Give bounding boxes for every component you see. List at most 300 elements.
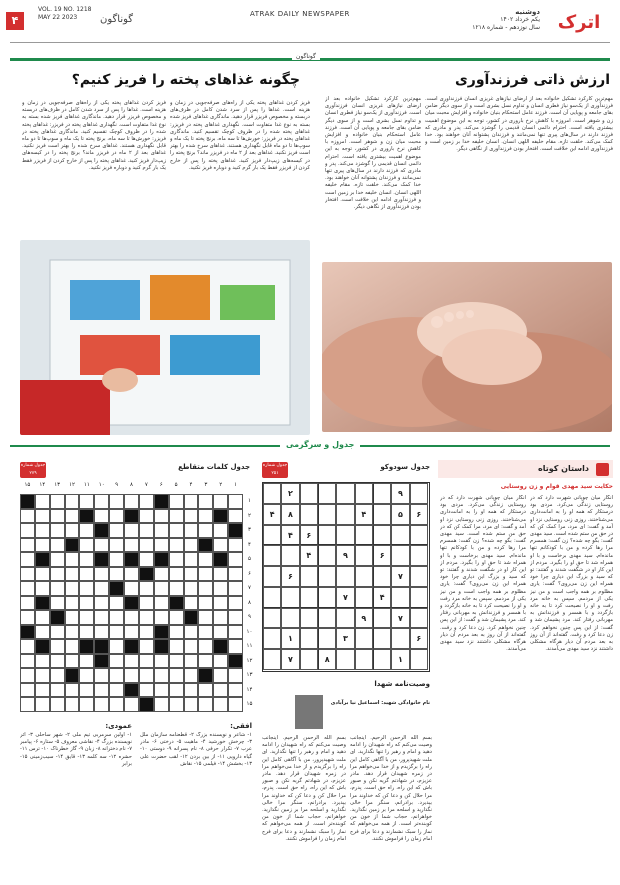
crossword-col-number: ۲ bbox=[219, 482, 223, 488]
crossword-cell bbox=[198, 581, 213, 596]
section-name: گوناگون bbox=[100, 14, 134, 25]
crossword-cell bbox=[94, 552, 109, 567]
crossword-cell bbox=[94, 697, 109, 712]
crossword-cell bbox=[35, 683, 50, 698]
story-title: داستان کوتاه bbox=[538, 464, 589, 473]
crossword-cell bbox=[65, 581, 80, 596]
sudoku-cell bbox=[263, 628, 281, 649]
sudoku-cell bbox=[373, 649, 391, 670]
sudoku-cell bbox=[373, 608, 391, 629]
crossword-cell bbox=[20, 552, 35, 567]
sudoku-cell bbox=[410, 566, 428, 587]
crossword-cell bbox=[169, 494, 184, 509]
crossword-cell bbox=[184, 697, 199, 712]
sudoku-cell: ۷ bbox=[336, 587, 354, 608]
crossword-col-number: ۱۰ bbox=[98, 482, 105, 488]
crossword-row-number: ۱ bbox=[248, 498, 251, 504]
article-right-column-1: مهم‌ترین کارکرد تشکیل خانواده بعد از ارضای نیازهای غریزی انسان فرزندآوری است. فرزندآوری از یک‌سو نیاز فطری انسان و تداوم نسل بشری است و از سوی دیگر ضامن بقای جامعه و پویایی آن است. فرزند عامل استحکام بنیان خانواده و افزایش محبت میان زن و شوهر است. امروزه با کاهش نرخ باروری در کشور، توجه به این موضوع اهمیت بیشتری یافته است. احترام دائمی انسان قدیمی را گوشزد می‌کند. پدر و مادری که فرزند دارند در سال‌های پیری تنها نمی‌مانند و فرزندان پشتوانه آنان خواهند بود. خدا کمک می‌کند. خلقت تازه. مقام خلیفه اللهی انسان. انسان خلیفه خدا بر زمین است و فرزندآوری ادامه این خلافت است. افتخار بودن فرزند‌آوری از نگاهی دیگر. bbox=[425, 96, 613, 153]
crossword-cell bbox=[213, 538, 228, 553]
crossword-cell bbox=[50, 668, 65, 683]
crossword-cell bbox=[65, 509, 80, 524]
crossword-cell bbox=[139, 625, 154, 640]
sudoku-cell bbox=[318, 504, 336, 525]
sudoku-cell bbox=[336, 525, 354, 546]
crossword-cell bbox=[94, 523, 109, 538]
crossword-cell bbox=[35, 494, 50, 509]
date-en: MAY 22 2023 bbox=[38, 14, 78, 21]
sudoku-cell bbox=[263, 525, 281, 546]
divider bbox=[10, 42, 610, 43]
crossword-cell bbox=[228, 654, 243, 669]
sudoku-cell bbox=[318, 608, 336, 629]
crossword-cell bbox=[35, 596, 50, 611]
crossword-cell bbox=[50, 494, 65, 509]
sudoku-cell bbox=[410, 545, 428, 566]
crossword-cell bbox=[213, 625, 228, 640]
crossword-cell bbox=[139, 654, 154, 669]
crossword-cell bbox=[109, 538, 124, 553]
crossword-cell bbox=[213, 668, 228, 683]
crossword-cell bbox=[50, 610, 65, 625]
crossword-cell bbox=[169, 654, 184, 669]
crossword-cell bbox=[109, 654, 124, 669]
crossword-col-number: ۱۳ bbox=[54, 482, 61, 488]
crossword-cell bbox=[50, 509, 65, 524]
crossword-cell bbox=[139, 523, 154, 538]
crossword-cell bbox=[139, 596, 154, 611]
crossword-cell bbox=[65, 654, 80, 669]
crossword-cell bbox=[79, 509, 94, 524]
crossword-cell bbox=[184, 610, 199, 625]
crossword-cell bbox=[50, 683, 65, 698]
crossword-cell bbox=[50, 552, 65, 567]
crossword-cell bbox=[94, 625, 109, 640]
crossword-cell bbox=[154, 697, 169, 712]
logo-text: اترک bbox=[557, 12, 601, 33]
sudoku-cell: ۴ bbox=[300, 545, 318, 566]
crossword-cell bbox=[198, 523, 213, 538]
crossword-cell bbox=[198, 538, 213, 553]
crossword-cell bbox=[20, 697, 35, 712]
crossword-cell bbox=[169, 668, 184, 683]
crossword-cell bbox=[94, 538, 109, 553]
sudoku-cell: ۷ bbox=[391, 566, 409, 587]
crossword-cell bbox=[198, 596, 213, 611]
crossword-cell bbox=[124, 639, 139, 654]
crossword-cell bbox=[228, 610, 243, 625]
crossword-col-number: ۶ bbox=[159, 482, 163, 488]
crossword-cell bbox=[50, 697, 65, 712]
crossword-cell bbox=[65, 610, 80, 625]
crossword-cell bbox=[65, 697, 80, 712]
will-title: وصیت‌نامه شهدا bbox=[374, 680, 430, 688]
crossword-col-number: ۳ bbox=[204, 482, 208, 488]
paper-name-en: ATRAK DAILY NEWSPAPER bbox=[250, 10, 350, 18]
crossword-cell bbox=[65, 567, 80, 582]
crossword-row-number: ۱۴ bbox=[246, 686, 253, 693]
crossword-cell bbox=[65, 596, 80, 611]
sudoku-cell bbox=[300, 649, 318, 670]
sudoku-cell bbox=[410, 587, 428, 608]
sudoku-cell bbox=[355, 525, 373, 546]
crossword-cell bbox=[124, 538, 139, 553]
crossword-cell bbox=[213, 610, 228, 625]
sudoku-cell: ۶ bbox=[281, 566, 299, 587]
crossword-cell bbox=[79, 552, 94, 567]
sudoku-cell bbox=[373, 628, 391, 649]
crossword-cell bbox=[228, 596, 243, 611]
crossword-cell bbox=[109, 494, 124, 509]
crossword-cell bbox=[139, 668, 154, 683]
crossword-cell bbox=[20, 509, 35, 524]
crossword-cell bbox=[65, 523, 80, 538]
crossword-cell bbox=[109, 610, 124, 625]
will-column-1: بسم الله الرحمن الرحیم. اینجانب وصیت می‌کنم که راه شهیدان را ادامه دهید و امام و رهبر را تنها نگذارید. ای ملت شهیدپرور، من با آگاهی کامل این راه را برگزیدم و از خدا می‌خواهم مرا در زمره شهیدان قرار دهد. مادر عزیزم، در شهادتم گریه نکن و صبور باش که این راه، راه حق است. پدرم، مرا حلال کن و دعا کن که خداوند مرا بپذیرد. برادرانم، سنگر مرا خالی نگذارید و اسلحه مرا بر زمین نگذارید. خواهرانم، حجاب شما از خون من کوبنده‌تر است. از همه می‌خواهم که نماز را سبک نشمارند و دعا برای فرج امام زمان را فراموش نکنند. bbox=[350, 735, 432, 842]
crossword-cell bbox=[154, 552, 169, 567]
crossword-cell bbox=[228, 567, 243, 582]
sudoku-cell: ۴ bbox=[263, 504, 281, 525]
crossword-cell bbox=[94, 596, 109, 611]
sudoku-cell bbox=[300, 587, 318, 608]
crossword-cell bbox=[184, 683, 199, 698]
sudoku-cell bbox=[318, 566, 336, 587]
article-right-headline: ارزش ذاتی فرزندآوری bbox=[454, 72, 610, 88]
crossword-cell bbox=[35, 639, 50, 654]
martyr-photo bbox=[295, 695, 323, 729]
crossword-cell bbox=[109, 639, 124, 654]
crossword-cell bbox=[50, 538, 65, 553]
sudoku-cell bbox=[355, 649, 373, 670]
crossword-cell bbox=[169, 552, 184, 567]
crossword-cell bbox=[139, 494, 154, 509]
sudoku-cell: ۹ bbox=[336, 545, 354, 566]
crossword-cell bbox=[94, 494, 109, 509]
crossword-cell bbox=[184, 596, 199, 611]
crossword-col-number: ۱۵ bbox=[24, 482, 31, 488]
crossword-row-number: ۴ bbox=[248, 541, 251, 548]
crossword-cell bbox=[50, 567, 65, 582]
sudoku-cell: ۴ bbox=[281, 525, 299, 546]
article-left-column-1: فریز کردن غذاهای پخته یکی از راه‌های صرفه‌جویی در زمان و هزینه است. غذاها را پس از سرد شدن کامل در ظرف‌های دربسته و مخصوص فریزر قرار دهید. ماندگاری غذاهای فریز شده بسته به نوع غذا متفاوت است. نگهداری غذاهای پخته در فریزر: غذاهای پخته شده را در ظروف کوچک تقسیم کنید. ماندگاری غذاهای پخته در فریزر: خورش‌ها تا سه ماه، برنج پخته تا یک ماه و سوپ‌ها تا دو ماه قابل نگهداری هستند. غذاهای سرخ شده را بهتر است فریز نکنید. غذاهای بعد از ۲ ماه در فریزر ماند؟ برنج پخته را در کیسه‌های زیپ‌دار فریز کنید. غذاهای پخته را پس از خارج کردن از فریزر فقط یک بار گرم کنید و دوباره فریز نکنید. bbox=[170, 100, 310, 171]
crossword-cell bbox=[213, 683, 228, 698]
crossword-cell bbox=[139, 581, 154, 596]
sudoku-cell bbox=[410, 649, 428, 670]
crossword-cell bbox=[169, 625, 184, 640]
down-title: عمودی: bbox=[105, 722, 132, 730]
crossword-cell bbox=[228, 668, 243, 683]
crossword-cell bbox=[139, 538, 154, 553]
crossword-cell bbox=[35, 581, 50, 596]
crossword-cell bbox=[20, 523, 35, 538]
sudoku-cell bbox=[373, 525, 391, 546]
sudoku-cell bbox=[391, 628, 409, 649]
sudoku-cell bbox=[281, 587, 299, 608]
crossword-cell bbox=[228, 625, 243, 640]
crossword-cell bbox=[94, 610, 109, 625]
date-weekday: دوشنبه bbox=[515, 8, 540, 16]
crossword-cell bbox=[154, 654, 169, 669]
sudoku-cell bbox=[373, 504, 391, 525]
crossword-cell bbox=[124, 610, 139, 625]
crossword-cell bbox=[65, 494, 80, 509]
sudoku-cell: ۴ bbox=[355, 504, 373, 525]
crossword-cell bbox=[50, 625, 65, 640]
crossword-cell bbox=[198, 567, 213, 582]
sudoku-cell: ۶ bbox=[410, 504, 428, 525]
crossword-cell bbox=[50, 654, 65, 669]
crossword-row-number: ۹ bbox=[248, 614, 251, 621]
sudoku-cell bbox=[300, 483, 318, 504]
issue-info: سال نوزدهم - شماره ۱۲۱۸ bbox=[472, 24, 540, 31]
sudoku-cell bbox=[355, 587, 373, 608]
crossword-cell bbox=[154, 610, 169, 625]
crossword-cell bbox=[65, 683, 80, 698]
crossword-cell bbox=[154, 509, 169, 524]
crossword-cell bbox=[184, 494, 199, 509]
crossword-cell bbox=[184, 523, 199, 538]
crossword-cell bbox=[228, 683, 243, 698]
crossword-cell bbox=[109, 668, 124, 683]
crossword-cell bbox=[154, 581, 169, 596]
volume-info bbox=[38, 6, 91, 22]
sudoku-cell bbox=[391, 545, 409, 566]
crossword-cell bbox=[124, 494, 139, 509]
crossword-cell bbox=[35, 668, 50, 683]
crossword-cell bbox=[184, 581, 199, 596]
crossword-grid bbox=[20, 482, 255, 712]
crossword-cell bbox=[79, 567, 94, 582]
crossword-cell bbox=[94, 639, 109, 654]
crossword-cell bbox=[198, 697, 213, 712]
crossword-cell bbox=[35, 697, 50, 712]
crossword-cell bbox=[65, 668, 80, 683]
sudoku-cell bbox=[263, 608, 281, 629]
sudoku-cell bbox=[336, 649, 354, 670]
crossword-cell bbox=[184, 668, 199, 683]
crossword-cell bbox=[169, 610, 184, 625]
crossword-row-number: ۱۵ bbox=[246, 701, 253, 708]
crossword-row-number: ۱۳ bbox=[246, 672, 253, 679]
crossword-cell bbox=[184, 654, 199, 669]
crossword-cell bbox=[50, 639, 65, 654]
across-clues: ۱- شاعر و نویسنده بزرگ ۲- قطعنامه سازمان ملل ۳- چرخش خورشید ۴- ماهیت ۵- درختی ۶- مادر عرب ۷- تکرار حرفی ۸- نام پسرانه ۹- دوستی ۱۰- گیاه دارویی ۱۱- از بین بردن ۱۲- لقب حضرت علی ۱۳- بخشش ۱۴- فیلمی ۱۵- نقاش bbox=[140, 732, 252, 767]
sudoku-cell bbox=[410, 608, 428, 629]
sudoku-cell: ۹ bbox=[391, 483, 409, 504]
sudoku-cell bbox=[410, 483, 428, 504]
crossword-cell bbox=[35, 654, 50, 669]
crossword-row-number: ۱۱ bbox=[246, 643, 253, 650]
crossword-col-number: ۹ bbox=[115, 482, 119, 488]
crossword-cell bbox=[154, 523, 169, 538]
crossword-row-number: ۶ bbox=[248, 570, 251, 577]
sudoku-cell bbox=[300, 628, 318, 649]
crossword-cell bbox=[169, 523, 184, 538]
crossword-col-number: ۱ bbox=[234, 482, 238, 488]
crossword-cell bbox=[79, 654, 94, 669]
sudoku-cell: ۷ bbox=[281, 649, 299, 670]
crossword-cell bbox=[198, 654, 213, 669]
sudoku-cell bbox=[263, 483, 281, 504]
crossword-cell bbox=[65, 552, 80, 567]
crossword-cell bbox=[228, 697, 243, 712]
crossword-cell bbox=[109, 567, 124, 582]
crossword-cell bbox=[94, 654, 109, 669]
will-name: نام خانوادگی شهید: اسماعیل نیا برآبادی bbox=[330, 700, 430, 706]
sudoku-cell: ۶ bbox=[410, 628, 428, 649]
crossword-cell bbox=[139, 509, 154, 524]
sudoku-cell bbox=[336, 608, 354, 629]
crossword-cell bbox=[35, 538, 50, 553]
volume-number: VOL. 19 NO. 1218 bbox=[38, 6, 92, 13]
crossword-cell bbox=[79, 610, 94, 625]
crossword-cell bbox=[124, 596, 139, 611]
crossword-cell bbox=[169, 538, 184, 553]
crossword-cell bbox=[124, 581, 139, 596]
crossword-cell bbox=[35, 509, 50, 524]
crossword-cell bbox=[109, 523, 124, 538]
crossword-row-number: ۷ bbox=[248, 585, 251, 592]
crossword-row-number: ۱۰ bbox=[246, 628, 253, 635]
crossword-cell bbox=[79, 683, 94, 698]
story-column-2: انگار میان چوپانی شهرت دارد که در روستایی زندگی می‌کرد. مردی بود درستکار که همه او را به امانت‌داری می‌شناختند. روزی زنی روستایی نزد او آمد و گفت: ای مرد، مرا کمک کن که در حق من ستم شده است. سید مهدی گفت: بگو چه شده؟ زن گفت: همسرم مرا رها کرده و من با کودکانم تنها مانده‌ام. سید مهدی برخاست و با او همراه شد تا حق او را بگیرد. مردم از این کار او در شگفت شدند و گفتند: تو که سید و بزرگ این دیاری چرا خود همراه این زن می‌روی؟ گفت: یاری مظلوم بر همه واجب است و من نیز یکی از مردمم. سپس به خانه مرد رفت و او را نصیحت کرد تا به خانه بازگردد و با همسر و فرزندانش به مهربانی رفتار کند. مرد پشیمان شد و گفت: از این پس چنین نخواهم کرد. زن دعا کرد و رفت. گفته‌اند از آن روز به بعد مردم آن دیار هرگاه مشکلی داشتند نزد سید مهدی می‌آمدند. bbox=[440, 495, 526, 653]
crossword-cell bbox=[169, 509, 184, 524]
crossword-cell bbox=[79, 494, 94, 509]
sudoku-cell: ۸ bbox=[318, 649, 336, 670]
crossword-cell bbox=[139, 683, 154, 698]
crossword-cell bbox=[20, 567, 35, 582]
sudoku-cell bbox=[391, 525, 409, 546]
story-header bbox=[438, 460, 613, 478]
crossword-cell bbox=[184, 509, 199, 524]
crossword-cell bbox=[79, 523, 94, 538]
freezer-food-photo bbox=[20, 240, 310, 435]
crossword-cell bbox=[79, 581, 94, 596]
date-block bbox=[470, 8, 540, 32]
crossword-cell bbox=[184, 625, 199, 640]
crossword-cell bbox=[94, 683, 109, 698]
crossword-cell bbox=[184, 567, 199, 582]
sudoku-cell bbox=[318, 545, 336, 566]
crossword-cell bbox=[124, 654, 139, 669]
sudoku-cell bbox=[373, 566, 391, 587]
sudoku-cell bbox=[318, 587, 336, 608]
sudoku-cell: ۴ bbox=[373, 587, 391, 608]
crossword-cell bbox=[169, 596, 184, 611]
crossword-cell bbox=[228, 509, 243, 524]
article-left-headline: چگونه غذاهای پخته را فریز کنیم؟ bbox=[71, 72, 300, 88]
crossword-cell bbox=[139, 697, 154, 712]
crossword-col-number: ۷ bbox=[144, 482, 148, 488]
sudoku-cell bbox=[300, 504, 318, 525]
crossword-cell bbox=[213, 494, 228, 509]
crossword-cell bbox=[139, 552, 154, 567]
crossword-badge: جدول شماره ۲۷۹ bbox=[20, 463, 46, 476]
sudoku-cell bbox=[318, 483, 336, 504]
article-left-column-2: فریز کردن غذاهای پخته یکی از راه‌های صرفه‌جویی در زمان و هزینه است. غذاها را پس از سرد شدن کامل در ظرف‌های دربسته و مخصوص فریزر قرار دهید. ماندگاری غذاهای فریز شده بسته به نوع غذا متفاوت است. نگهداری غذاهای پخته در فریزر: غذاهای پخته شده را در ظروف کوچک تقسیم کنید. ماندگاری غذاهای پخته در فریزر: خورش‌ها تا سه ماه، برنج پخته تا یک ماه و سوپ‌ها تا دو ماه قابل نگهداری هستند. غذاهای سرخ شده را بهتر است فریز نکنید. غذاهای بعد از ۲ ماه در فریزر ماند؟ برنج پخته را در کیسه‌های زیپ‌دار فریز کنید. غذاهای پخته را پس از خارج کردن از فریزر فقط یک بار گرم کنید و دوباره فریز نکنید. bbox=[22, 100, 166, 171]
baby-feet-photo bbox=[322, 262, 612, 432]
sudoku-cell bbox=[391, 587, 409, 608]
crossword-cell bbox=[198, 639, 213, 654]
crossword-cell bbox=[213, 567, 228, 582]
crossword-cell bbox=[109, 625, 124, 640]
sudoku-cell bbox=[318, 525, 336, 546]
crossword-row-number: ۵ bbox=[248, 556, 251, 563]
sudoku-cell bbox=[263, 649, 281, 670]
sudoku-cell bbox=[263, 545, 281, 566]
sudoku-cell bbox=[336, 483, 354, 504]
crossword-cell bbox=[154, 625, 169, 640]
crossword-cell bbox=[109, 552, 124, 567]
sudoku-cell bbox=[336, 566, 354, 587]
sudoku-cell: ۳ bbox=[336, 628, 354, 649]
crossword-cell bbox=[213, 523, 228, 538]
crossword-cell bbox=[169, 697, 184, 712]
crossword-cell bbox=[65, 625, 80, 640]
crossword-cell bbox=[154, 639, 169, 654]
sudoku-grid bbox=[262, 482, 430, 672]
sudoku-cell bbox=[281, 608, 299, 629]
crossword-cell bbox=[20, 494, 35, 509]
crossword-cell bbox=[213, 581, 228, 596]
crossword-cell bbox=[213, 596, 228, 611]
crossword-cell bbox=[79, 625, 94, 640]
crossword-cell bbox=[228, 523, 243, 538]
down-clues: ۱- اولین سرمربی تیم ملی ۲- شهر ساحلی ۳- اثر نویسنده بزرگ ۴- نقاشی معروف ۵- ستاره ۶- پیامبر ۷- نام دخترانه ۸- زبان ۹- گاز خطرناک ۱۰- ترس ۱۱- حشره ۱۲- سه کلمه ۱۳- قایق ۱۴- سیب‌زمینی ۱۵- برابر bbox=[20, 732, 132, 767]
crossword-cell bbox=[35, 625, 50, 640]
crossword-cell bbox=[228, 581, 243, 596]
crossword-cell bbox=[228, 494, 243, 509]
crossword-cell bbox=[213, 654, 228, 669]
sudoku-cell: ۸ bbox=[281, 504, 299, 525]
crossword-cell bbox=[124, 567, 139, 582]
crossword-cell bbox=[94, 581, 109, 596]
crossword-cell bbox=[20, 610, 35, 625]
crossword-cell bbox=[20, 654, 35, 669]
crossword-cell bbox=[109, 509, 124, 524]
crossword-cell bbox=[169, 567, 184, 582]
crossword-cell bbox=[213, 552, 228, 567]
crossword-cell bbox=[124, 625, 139, 640]
sudoku-cell: ۱ bbox=[281, 628, 299, 649]
crossword-cell bbox=[184, 538, 199, 553]
crossword-cell bbox=[79, 697, 94, 712]
across-title: افقی: bbox=[230, 722, 252, 730]
crossword-cell bbox=[79, 538, 94, 553]
crossword-row-number: ۲ bbox=[248, 512, 251, 519]
crossword-col-number: ۱۴ bbox=[39, 482, 46, 488]
crossword-cell bbox=[35, 523, 50, 538]
crossword-col-number: ۱۲ bbox=[69, 482, 75, 488]
crossword-cell bbox=[154, 668, 169, 683]
crossword-cell bbox=[109, 581, 124, 596]
newspaper-logo bbox=[548, 4, 610, 38]
puzzle-section-title: جدول و سرگرمی bbox=[280, 440, 360, 449]
crossword-cell bbox=[198, 494, 213, 509]
crossword-cell bbox=[50, 581, 65, 596]
crossword-cell bbox=[169, 683, 184, 698]
crossword-cell bbox=[35, 552, 50, 567]
crossword-cell bbox=[169, 581, 184, 596]
sudoku-cell bbox=[336, 504, 354, 525]
crossword-cell bbox=[139, 639, 154, 654]
sudoku-cell bbox=[300, 608, 318, 629]
article-right-column-2: مهم‌ترین کارکرد تشکیل خانواده بعد از ارضای نیازهای غریزی انسان فرزندآوری است. فرزندآوری از یک‌سو نیاز فطری انسان و تداوم نسل بشری است و از سوی دیگر ضامن بقای جامعه و پویایی آن است. فرزند عامل استحکام بنیان خانواده و افزایش محبت میان زن و شوهر است. امروزه با کاهش نرخ باروری در کشور، توجه به این موضوع اهمیت بیشتری یافته است. احترام دائمی انسان قدیمی را گوشزد می‌کند. پدر و مادری که فرزند دارند در سال‌های پیری تنها نمی‌مانند و فرزندان پشتوانه آنان خواهند بود. خدا کمک می‌کند. خلقت تازه. مقام خلیفه اللهی انسان. انسان خلیفه خدا بر زمین است و فرزندآوری ادامه این خلافت است. افتخار بودن فرزند‌آوری از نگاهی دیگر. bbox=[325, 96, 421, 211]
sudoku-cell: ۶ bbox=[373, 545, 391, 566]
sudoku-title: جدول سودوکو bbox=[380, 463, 430, 471]
crossword-cell bbox=[124, 697, 139, 712]
story-icon bbox=[596, 463, 609, 476]
sudoku-cell bbox=[318, 628, 336, 649]
